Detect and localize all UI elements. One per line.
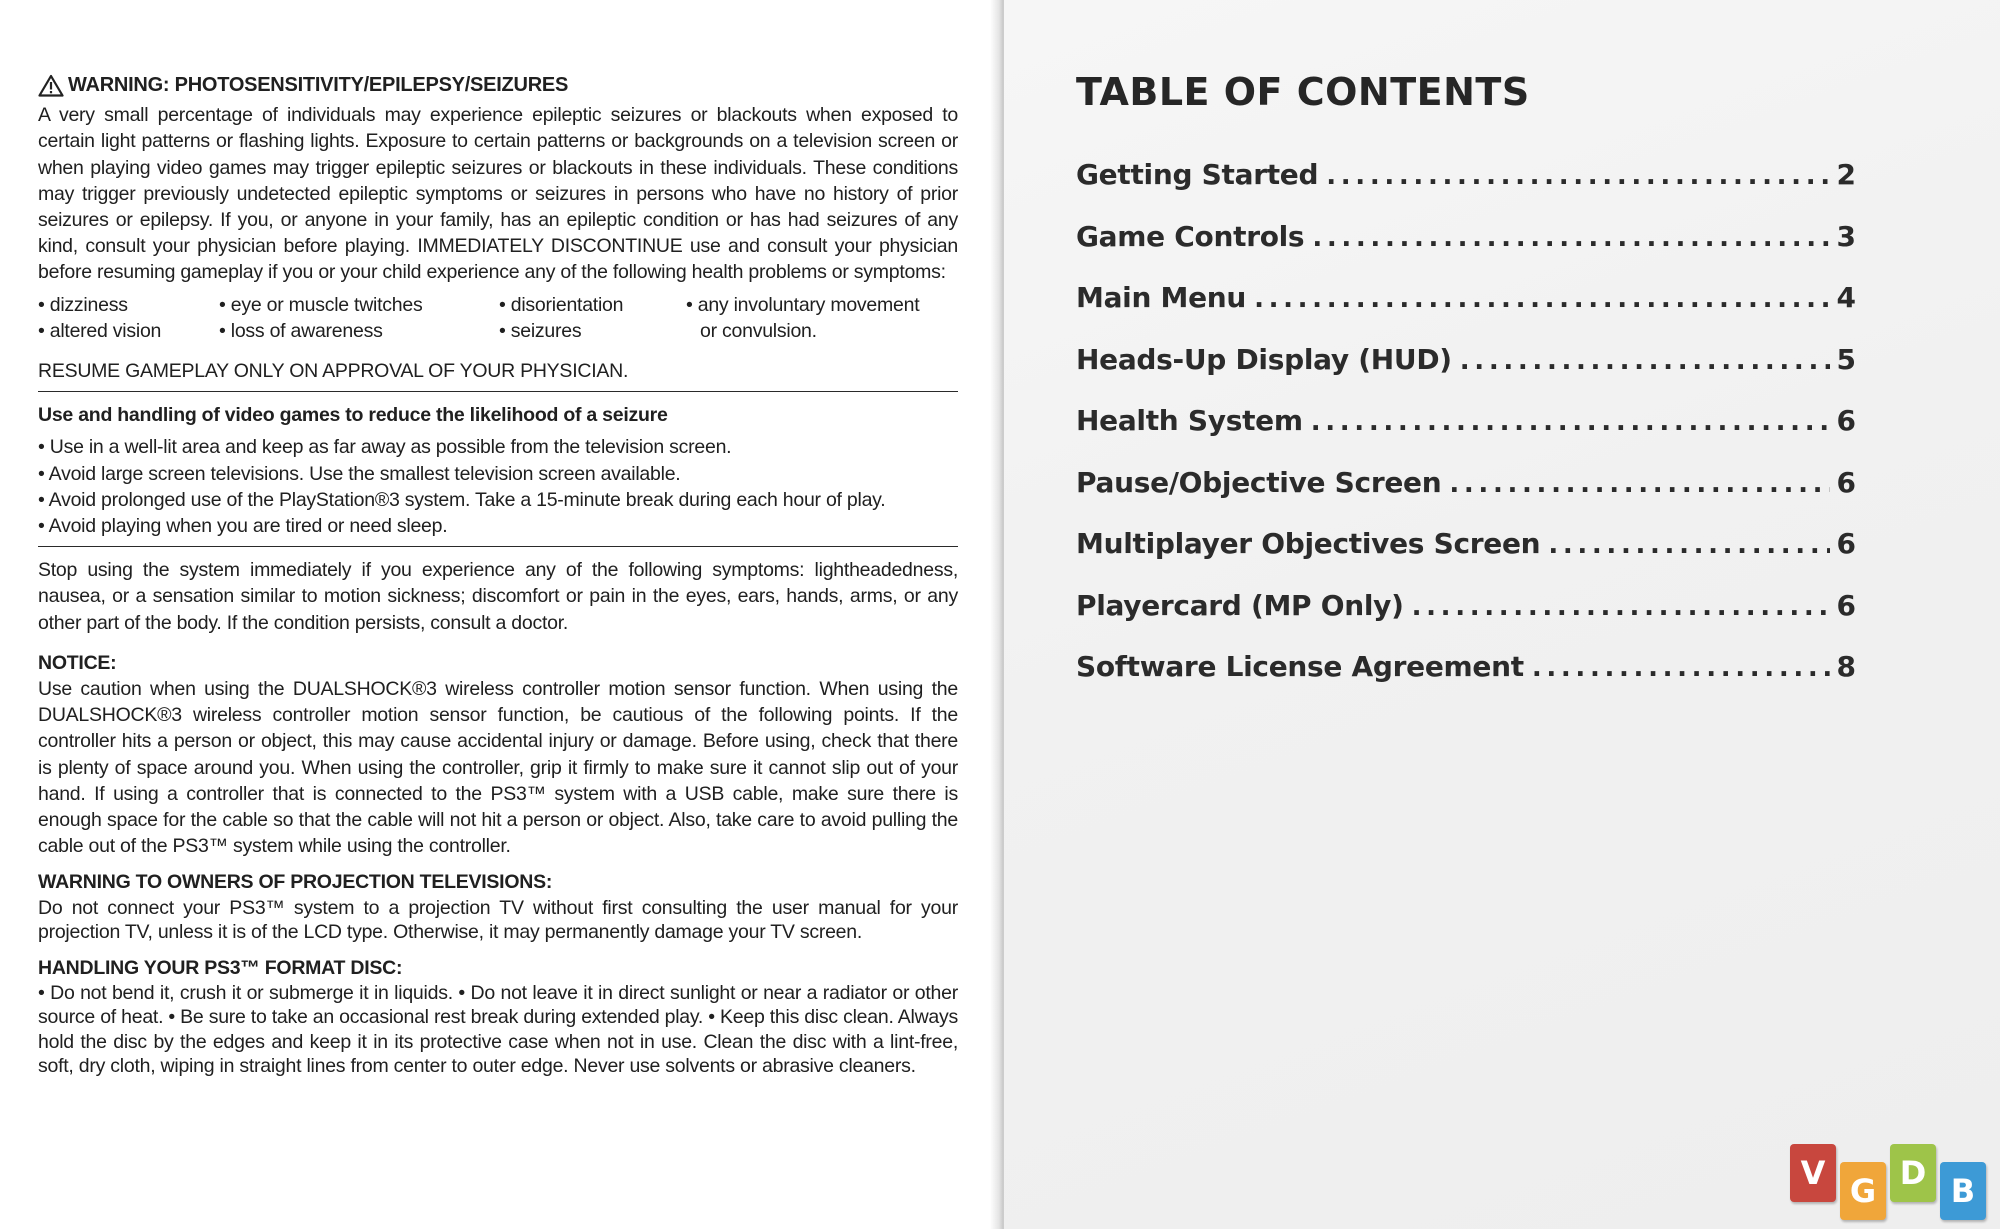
safety-information xyxy=(38,72,958,1079)
projection-tv-body: Do not connect your PS3™ system to a projection TV without first consulting the user manual for your projection TV, unless it is of the LCD type. Otherwise, it may permanently damage your TV screen. xyxy=(38,896,958,944)
toc-entry-main-menu[interactable] xyxy=(1076,281,1856,343)
logo-tile-b: B xyxy=(1940,1162,1986,1220)
projection-tv-heading: WARNING TO OWNERS OF PROJECTION TELEVISIONS: xyxy=(38,871,553,894)
toc-page-number: 6 xyxy=(1836,465,1856,499)
toc-page-number: 5 xyxy=(1836,342,1856,376)
symptom-item: • any involuntary movement xyxy=(686,293,920,316)
toc-entry-label: Pause/Objective Screen xyxy=(1076,465,1442,499)
toc-entry-label: Heads-Up Display (HUD) xyxy=(1076,342,1452,376)
toc-leader-dots xyxy=(1312,223,1830,253)
symptom-item: or convulsion. xyxy=(700,319,817,342)
toc-page-number: 6 xyxy=(1836,404,1856,437)
toc-entry-label: Software License Agreement xyxy=(1076,650,1524,683)
handling-heading: Use and handling of video games to reduce the likelihood of a seizure xyxy=(38,404,668,427)
toc-leader-dots xyxy=(1412,592,1830,622)
logo-tile-v: V xyxy=(1790,1144,1836,1202)
disc-handling-body: • Do not bend it, crush it or submerge it in liquids. • Do not leave it in direct sunlight or near a radiator or other source of heat. • Be sure to take an occasional rest break during extended play. • Keep this disc clean. Always hold the disc by the edges and keep it in its protective case when not in use. Clean the disc with a lint-free, soft, dry cloth, wiping in straight lines from center to outer edge. Never use solvents or abrasive cleaners. xyxy=(38,981,958,1078)
toc-leader-dots xyxy=(1532,653,1830,683)
handling-bullet: • Avoid playing when you are tired or need sleep. xyxy=(38,515,448,538)
toc-leader-dots xyxy=(1460,346,1830,376)
toc-leader-dots xyxy=(1449,469,1830,499)
toc-entry-label: Playercard (MP Only) xyxy=(1076,588,1404,622)
symptom-item: • altered vision xyxy=(38,319,162,342)
toc-entry-health-system[interactable] xyxy=(1076,404,1856,466)
toc-page-number: 6 xyxy=(1836,527,1856,560)
handling-bullet: • Avoid prolonged use of the PlayStation®3 system. Take a 15-minute break during each hour of play. xyxy=(38,488,886,511)
warning-body: A very small percentage of individuals may experience epileptic seizures or blackouts when exposed to certain light patterns or flashing lights. Exposure to certain patterns or backgrounds on a television screen or when playing video games may trigger epileptic seizures or blackouts in these individuals. These conditions may trigger previously undetected epileptic symptoms or seizures in persons who have no history of prior seizures or epilepsy. If you, or anyone in your family, has an epileptic condition or has had seizures of any kind, consult your physician before playing. IMMEDIATELY DISCONTINUE use and consult your physician before resuming gameplay if you or your child experience any of the following health problems or symptoms: xyxy=(38,104,958,284)
warning-title-text: WARNING: PHOTOSENSITIVITY/EPILEPSY/SEIZURES xyxy=(68,74,569,96)
divider xyxy=(38,391,958,392)
left-page xyxy=(0,0,998,1229)
symptom-list xyxy=(38,292,958,344)
toc-page-number: 2 xyxy=(1836,158,1856,191)
symptom-item: • disorientation xyxy=(499,293,624,316)
resume-note: RESUME GAMEPLAY ONLY ON APPROVAL OF YOUR PHYSICIAN. xyxy=(38,360,629,383)
toc-leader-dots xyxy=(1326,161,1830,191)
table-of-contents xyxy=(1076,158,1856,712)
logo-tile-g: G xyxy=(1840,1162,1886,1220)
vgdb-watermark-logo xyxy=(1790,1140,1990,1224)
toc-entry-hud[interactable] xyxy=(1076,343,1856,405)
toc-page-number: 4 xyxy=(1836,281,1856,314)
toc-entry-label: Main Menu xyxy=(1076,281,1247,314)
disc-handling-heading: HANDLING YOUR PS3™ FORMAT DISC: xyxy=(38,956,403,979)
handling-bullet: • Use in a well-lit area and keep as far away as possible from the television screen. xyxy=(38,436,732,459)
stop-using-paragraph: Stop using the system immediately if you experience any of the following symptoms: lightheadedness, nausea, or a sensation similar to motion sickness; discomfort or pain in the eyes, ears, hands, arms, or any other part of the body. If the condition persists, consult a doctor. xyxy=(38,559,958,634)
toc-entry-label: Game Controls xyxy=(1076,219,1305,253)
toc-entry-pause-objective[interactable] xyxy=(1076,466,1856,528)
toc-page-number: 8 xyxy=(1836,650,1856,683)
toc-leader-dots xyxy=(1254,284,1830,314)
toc-entry-playercard[interactable] xyxy=(1076,589,1856,651)
toc-title: TABLE OF CONTENTS xyxy=(1076,70,1530,114)
notice-body: Use caution when using the DUALSHOCK®3 wireless controller motion sensor function. When using the DUALSHOCK®3 wireless controller motion sensor function, be cautious of the following points. If the controller hits a person or object, this may cause accidental injury or damage. Before using, check that there is plenty of space around you. When using the controller, grip it firmly to make sure it cannot slip out of your hand. If using a controller that is connected to the PS3™ system with a USB cable, make sure there is enough space for the cable so that the cable will not hit a person or object. Also, take care to avoid pulling the cable out of the PS3™ system while using the controller. xyxy=(38,678,958,858)
toc-entry-label: Health System xyxy=(1076,404,1303,437)
divider xyxy=(38,546,958,547)
toc-entry-game-controls[interactable] xyxy=(1076,220,1856,282)
toc-entry-license-agreement[interactable] xyxy=(1076,650,1856,712)
photosensitivity-warning-title xyxy=(38,72,958,98)
warning-triangle-icon xyxy=(38,74,64,97)
toc-page-number: 3 xyxy=(1836,219,1856,253)
toc-entry-multiplayer-objectives[interactable] xyxy=(1076,527,1856,589)
toc-leader-dots xyxy=(1548,530,1830,560)
toc-page-number: 6 xyxy=(1836,588,1856,622)
toc-entry-label: Getting Started xyxy=(1076,158,1319,191)
handling-bullet: • Avoid large screen televisions. Use the smallest television screen available. xyxy=(38,462,681,485)
symptom-item: • seizures xyxy=(499,319,582,342)
toc-entry-label: Multiplayer Objectives Screen xyxy=(1076,527,1541,560)
toc-leader-dots xyxy=(1311,407,1830,437)
symptom-item: • dizziness xyxy=(38,293,128,316)
toc-entry-getting-started[interactable] xyxy=(1076,158,1856,220)
symptom-item: • loss of awareness xyxy=(219,319,383,342)
symptom-item: • eye or muscle twitches xyxy=(219,293,423,316)
logo-tile-d: D xyxy=(1890,1144,1936,1202)
notice-heading: NOTICE: xyxy=(38,651,117,674)
